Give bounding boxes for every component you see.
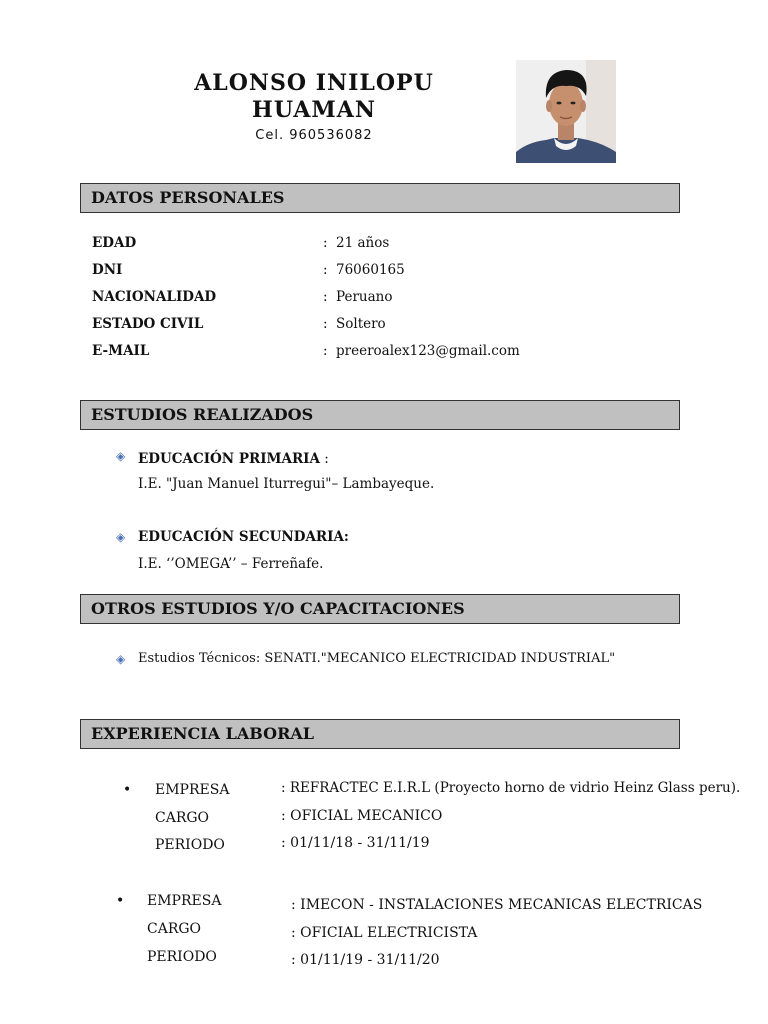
- personal-colon: :: [323, 262, 328, 278]
- section-header-personal: DATOS PERSONALES: [80, 183, 680, 213]
- personal-value: Peruano: [336, 289, 393, 305]
- personal-value: Soltero: [336, 316, 386, 332]
- personal-label: NACIONALIDAD: [92, 289, 217, 305]
- personal-label: EDAD: [92, 235, 137, 251]
- email-value: preeroalex123@gmail.com: [336, 343, 520, 359]
- personal-label: ESTADO CIVIL: [92, 316, 204, 332]
- study-title: EDUCACIÓN PRIMARIA: [138, 451, 320, 467]
- study-detail: I.E. "Juan Manuel Iturregui"– Lambayeque.: [138, 476, 435, 492]
- experience-position: : OFICIAL MECANICO: [281, 808, 443, 824]
- profile-photo: [516, 60, 616, 163]
- personal-label: DNI: [92, 262, 123, 278]
- experience-period: : 01/11/18 - 31/11/19: [281, 835, 430, 851]
- personal-label: E-MAIL: [92, 343, 150, 359]
- diamond-bullet-icon: ◈: [116, 449, 126, 463]
- diamond-bullet-icon: ◈: [116, 530, 126, 544]
- experience-label: CARGO: [155, 810, 210, 826]
- section-header-other-studies: OTROS ESTUDIOS Y/O CAPACITACIONES: [80, 594, 680, 624]
- bullet-icon: •: [123, 782, 132, 798]
- diamond-bullet-icon: ◈: [116, 652, 126, 666]
- personal-colon: :: [323, 316, 328, 332]
- phone-number: Cel. 960536082: [255, 128, 373, 143]
- study-item-primary: [138, 448, 329, 467]
- section-header-experience: EXPERIENCIA LABORAL: [80, 719, 680, 749]
- personal-colon: :: [323, 235, 328, 251]
- experience-position: : OFICIAL ELECTRICISTA: [291, 925, 478, 941]
- portrait-illustration: [516, 60, 616, 163]
- personal-value: 21 años: [336, 235, 390, 251]
- experience-company: : REFRACTEC E.I.R.L (Proyecto horno de vidrio Heinz Glass peru).: [281, 780, 741, 796]
- experience-label: CARGO: [147, 921, 202, 937]
- study-detail: I.E. ‘’OMEGA’’ – Ferreñafe.: [138, 556, 324, 572]
- experience-company: : IMECON - INSTALACIONES MECANICAS ELECTRICAS: [291, 897, 703, 913]
- personal-colon: :: [323, 289, 328, 305]
- experience-label: EMPRESA: [155, 782, 230, 798]
- experience-label: PERIODO: [147, 949, 217, 965]
- study-title: EDUCACIÓN SECUNDARIA:: [138, 529, 349, 545]
- experience-label: PERIODO: [155, 837, 225, 853]
- other-study-item: Estudios Técnicos: SENATI."MECANICO ELECTRICIDAD INDUSTRIAL": [138, 651, 616, 666]
- bullet-icon: •: [116, 893, 125, 909]
- experience-period: : 01/11/19 - 31/11/20: [291, 952, 440, 968]
- section-header-studies: ESTUDIOS REALIZADOS: [80, 400, 680, 430]
- name-line-1: ALONSO INILOPU: [194, 70, 434, 96]
- cv-name: [150, 70, 478, 124]
- experience-label: EMPRESA: [147, 893, 222, 909]
- name-line-2: HUAMAN: [252, 97, 376, 123]
- study-title-suffix: :: [319, 451, 329, 467]
- personal-colon: :: [323, 343, 328, 359]
- personal-value: 76060165: [336, 262, 405, 278]
